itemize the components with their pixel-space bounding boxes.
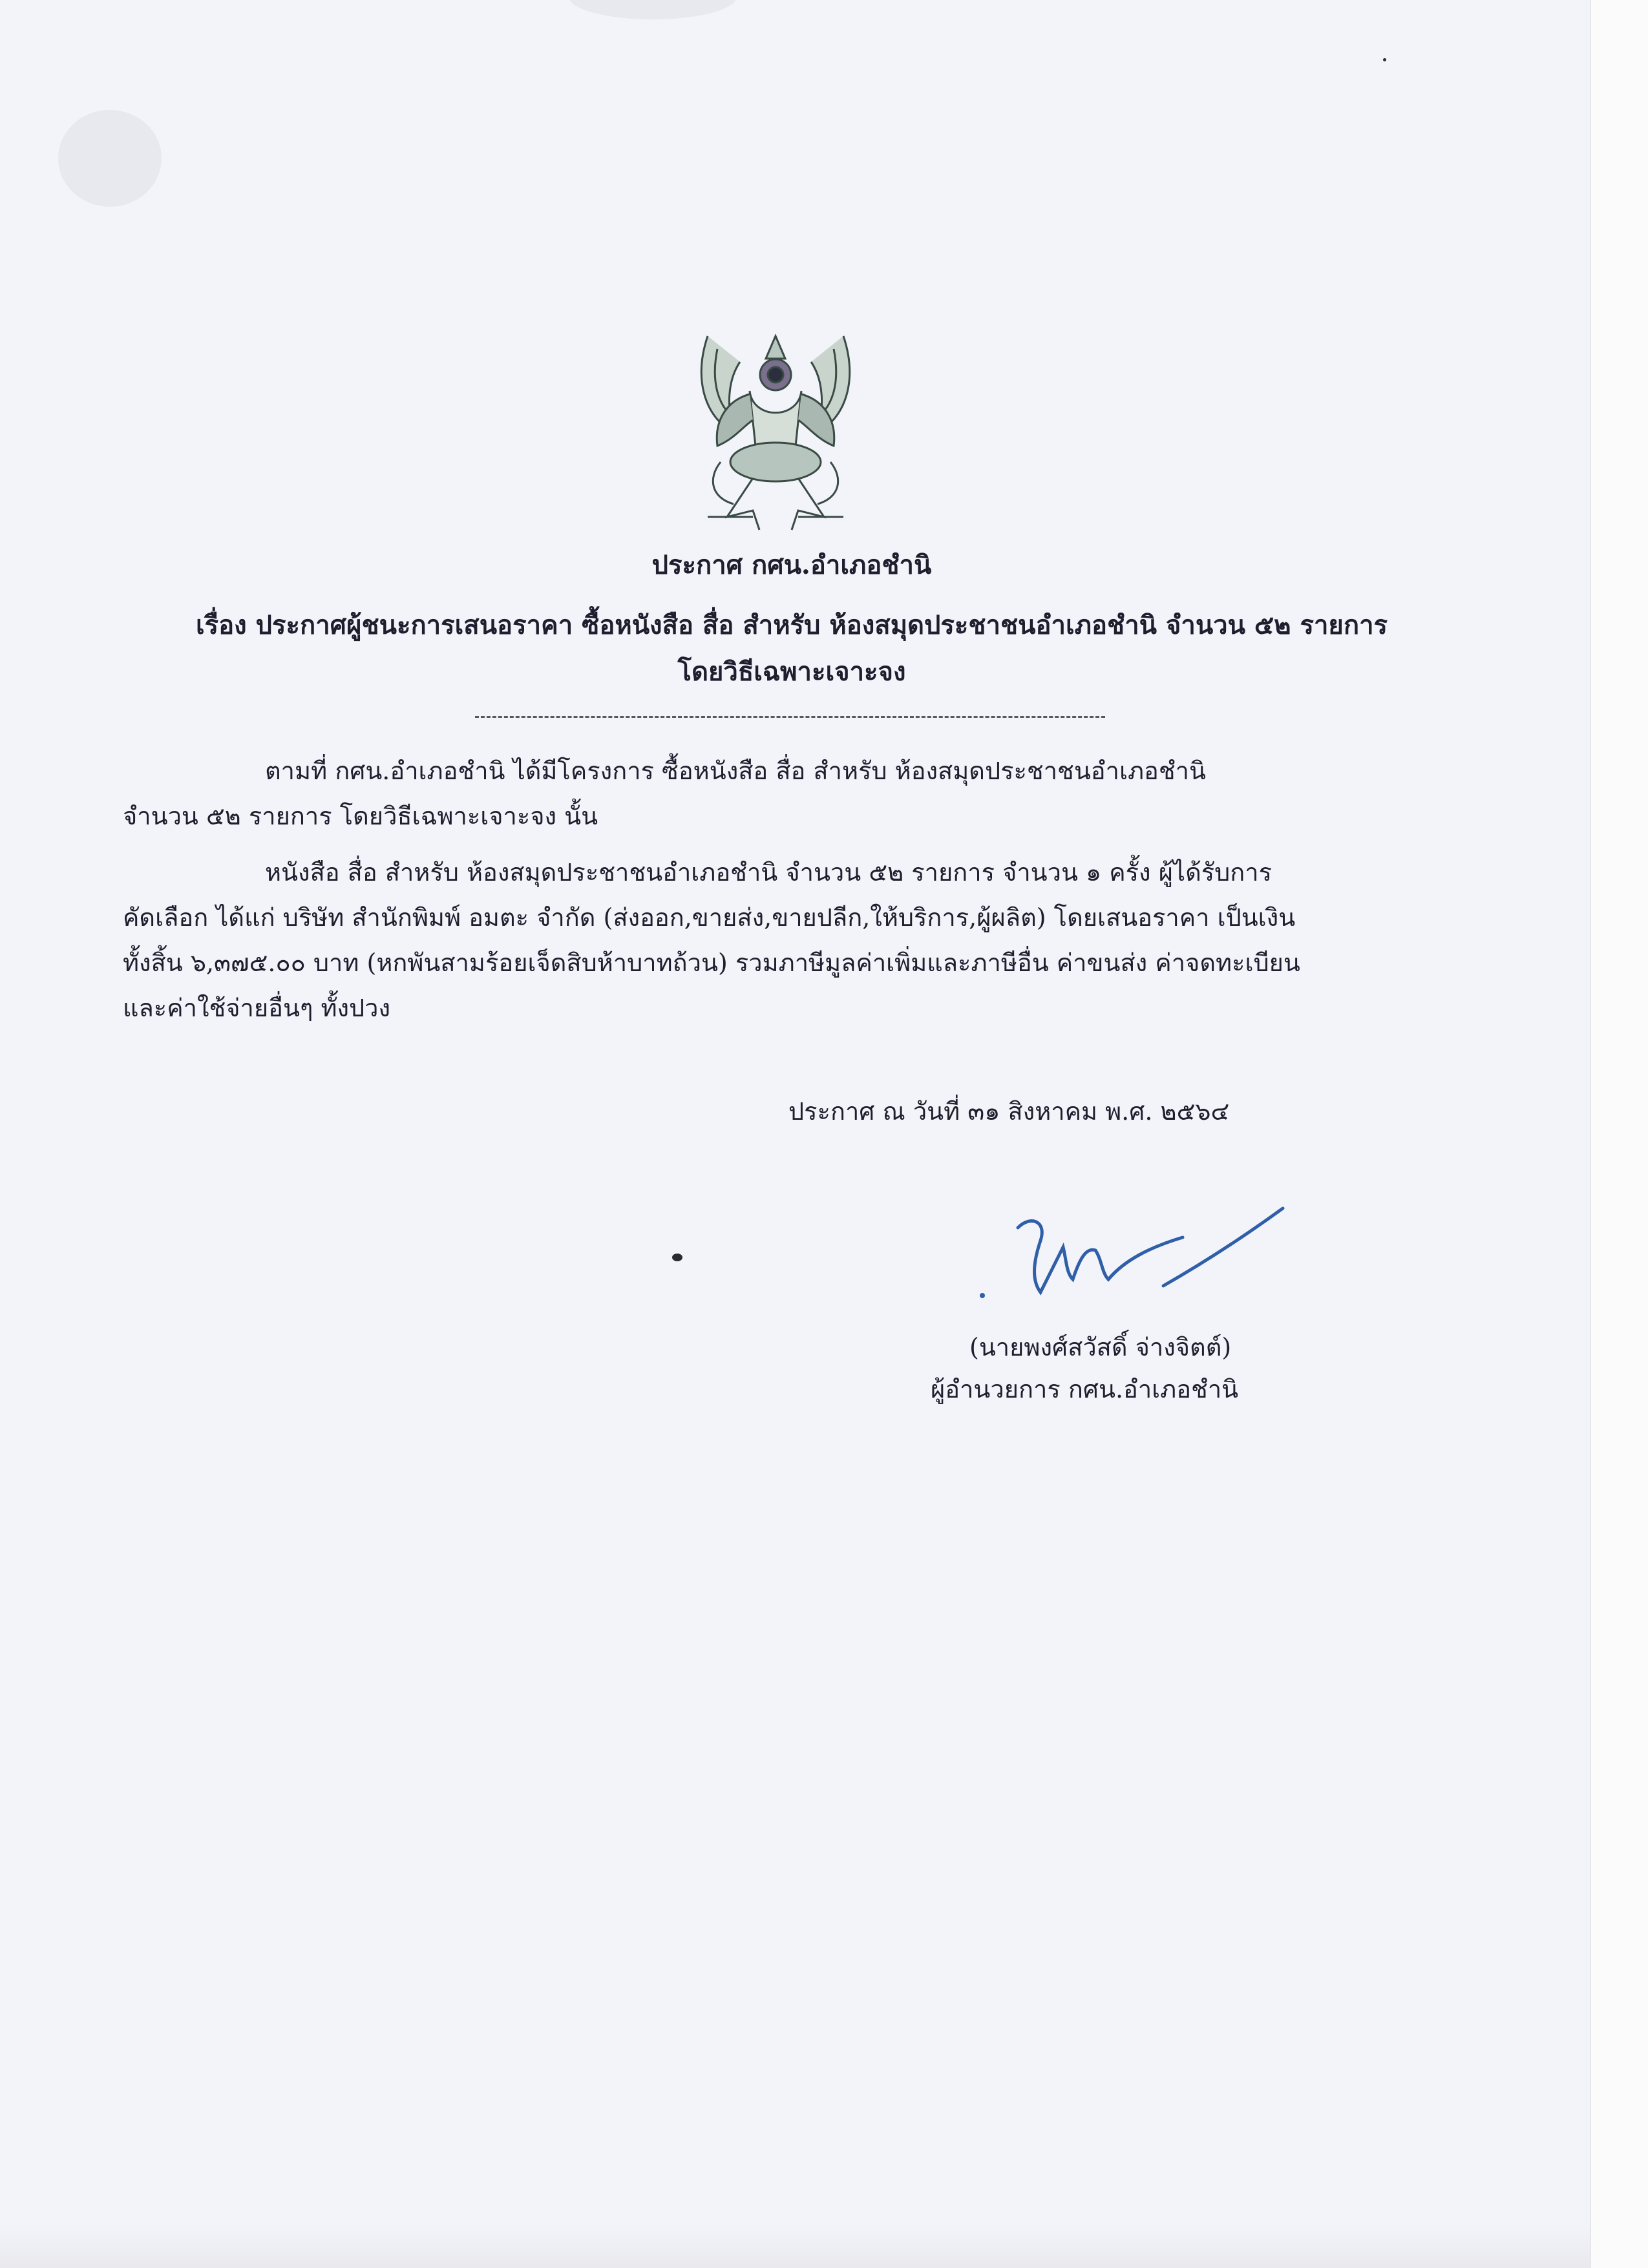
ink-speck (1383, 58, 1386, 61)
page-bottom-shadow (0, 2223, 1590, 2268)
ink-speck (672, 1254, 682, 1261)
paragraph-1-line-1: ตามที่ กศน.อำเภอชำนิ ได้มีโครงการ ซื้อหนังสือ สื่อ สำหรับ ห้องสมุดประชาชนอำเภอชำนิ (265, 757, 1206, 785)
signature-mark (969, 1189, 1293, 1318)
announcement-method: โดยวิธีเฉพาะเจาะจง (677, 656, 906, 687)
signer-position: ผู้อำนวยการ กศน.อำเภอชำนิ (931, 1375, 1239, 1403)
paragraph-2-line-2: คัดเลือก ได้แก่ บริษัท สำนักพิมพ์ อมตะ จำกัด (ส่งออก,ขายส่ง,ขายปลีก,ให้บริการ,ผู้ผลิต) โดยเสนอราคา เป็นเงิน (123, 903, 1296, 932)
announcement-subject: เรื่อง ประกาศผู้ชนะการเสนอราคา ซื้อหนังสือ สื่อ สำหรับ ห้องสมุดประชาชนอำเภอชำนิ จำนวน ๕๒ รายการ (195, 610, 1388, 640)
paragraph-2-line-3: ทั้งสิ้น ๖,๓๗๕.๐๐ บาท (หกพันสามร้อยเจ็ดสิบห้าบาทถ้วน) รวมภาษีมูลค่าเพิ่มและภาษีอื่น ค่าขนส่ง ค่าจดทะเบียน (123, 949, 1300, 977)
heading-separator (475, 716, 1105, 718)
garuda-emblem-icon (682, 323, 869, 536)
announcement-title: ประกาศ กศน.อำเภอชำนิ (651, 550, 932, 580)
paragraph-2-line-4: และค่าใช้จ่ายอื่นๆ ทั้งปวง (123, 994, 391, 1022)
paragraph-2-line-1: หนังสือ สื่อ สำหรับ ห้องสมุดประชาชนอำเภอชำนิ จำนวน ๕๒ รายการ จำนวน ๑ ครั้ง ผู้ได้รับการ (265, 858, 1273, 887)
paragraph-1-line-2: จำนวน ๕๒ รายการ โดยวิธีเฉพาะเจาะจง นั้น (123, 802, 598, 830)
signer-name: (นายพงศ์สวัสดิ์ จ่างจิตต์) (969, 1333, 1232, 1361)
scan-smudge (58, 110, 162, 207)
scanner-edge (1590, 0, 1648, 2268)
announcement-date: ประกาศ ณ วันที่ ๓๑ สิงหาคม พ.ศ. ๒๕๖๔ (788, 1097, 1230, 1126)
